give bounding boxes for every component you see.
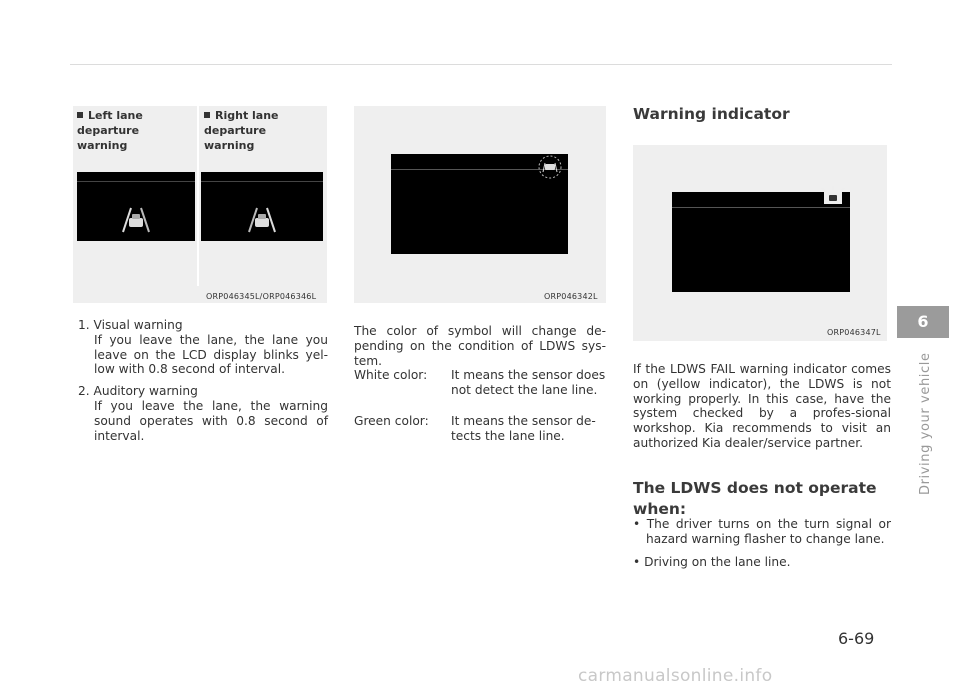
right-lane-caption: Right lane departure warning <box>204 109 279 152</box>
left-column <box>78 318 328 443</box>
not-operate-heading: The LDWS does not operate when: <box>633 479 877 518</box>
white-color-desc: It means the sensor does not detect the lane line. <box>451 368 606 398</box>
item2-title: 2. Auditory warning <box>78 384 198 399</box>
bullet-item: • Driving on the lane line. <box>633 554 791 569</box>
bullet-item: • The driver turns on the turn signal or hazard warning flasher to change lane. <box>633 517 891 546</box>
page-number: 6-69 <box>838 629 875 648</box>
white-color-label: White color: <box>354 368 428 383</box>
top-divider <box>70 64 892 65</box>
ldws-lane-icon <box>535 152 565 182</box>
chapter-tab: 6 <box>897 306 949 338</box>
green-color-desc: It means the sensor de-tects the lane line. <box>451 414 596 444</box>
warning-indicator-heading: Warning indicator <box>633 105 790 123</box>
green-color-row <box>354 414 606 444</box>
green-color-label: Green color: <box>354 414 429 429</box>
white-color-row <box>354 368 606 414</box>
watermark: carmanualsonline.info <box>578 666 773 686</box>
figure-code: ORP046342L <box>544 292 598 301</box>
left-lane-caption: Left lane departure warning <box>77 109 143 152</box>
chapter-label: Driving your vehicle <box>918 352 933 495</box>
figure-code: ORP046347L <box>827 328 881 337</box>
ldws-warning-icon <box>818 186 848 210</box>
fail-paragraph: If the LDWS FAIL warning indicator comes on (yellow indicator), the LDWS is not working properly. In this case, have the system checked by a profes-sional workshop. Kia recommends to visit an authorized Kia dealer/service partner. <box>633 362 891 450</box>
item1-title: 1. Visual warning <box>78 318 183 332</box>
cluster-figure <box>354 106 606 303</box>
lane-departure-figure <box>73 106 327 303</box>
right-lane-car-icon <box>201 172 323 241</box>
color-paragraph: The color of symbol will change de-pending on the condition of LDWS sys-tem. <box>354 324 606 368</box>
figure-code: ORP046345L/ORP046346L <box>206 292 317 301</box>
item1-body: If you leave the lane, the lane you leave on the LCD display blinks yel-low with 0.8 second of interval. <box>94 332 328 377</box>
right-lane-display <box>201 172 323 241</box>
bullet-list <box>633 517 891 569</box>
warning-figure <box>633 145 887 341</box>
left-lane-car-icon <box>77 172 195 241</box>
cluster-display <box>391 154 568 254</box>
warning-display <box>672 192 850 292</box>
figure-divider <box>197 106 199 286</box>
left-lane-display <box>77 172 195 241</box>
item2-body: If you leave the lane, the warning sound operates with 0.8 second of interval. <box>94 398 328 443</box>
middle-column <box>354 324 606 444</box>
